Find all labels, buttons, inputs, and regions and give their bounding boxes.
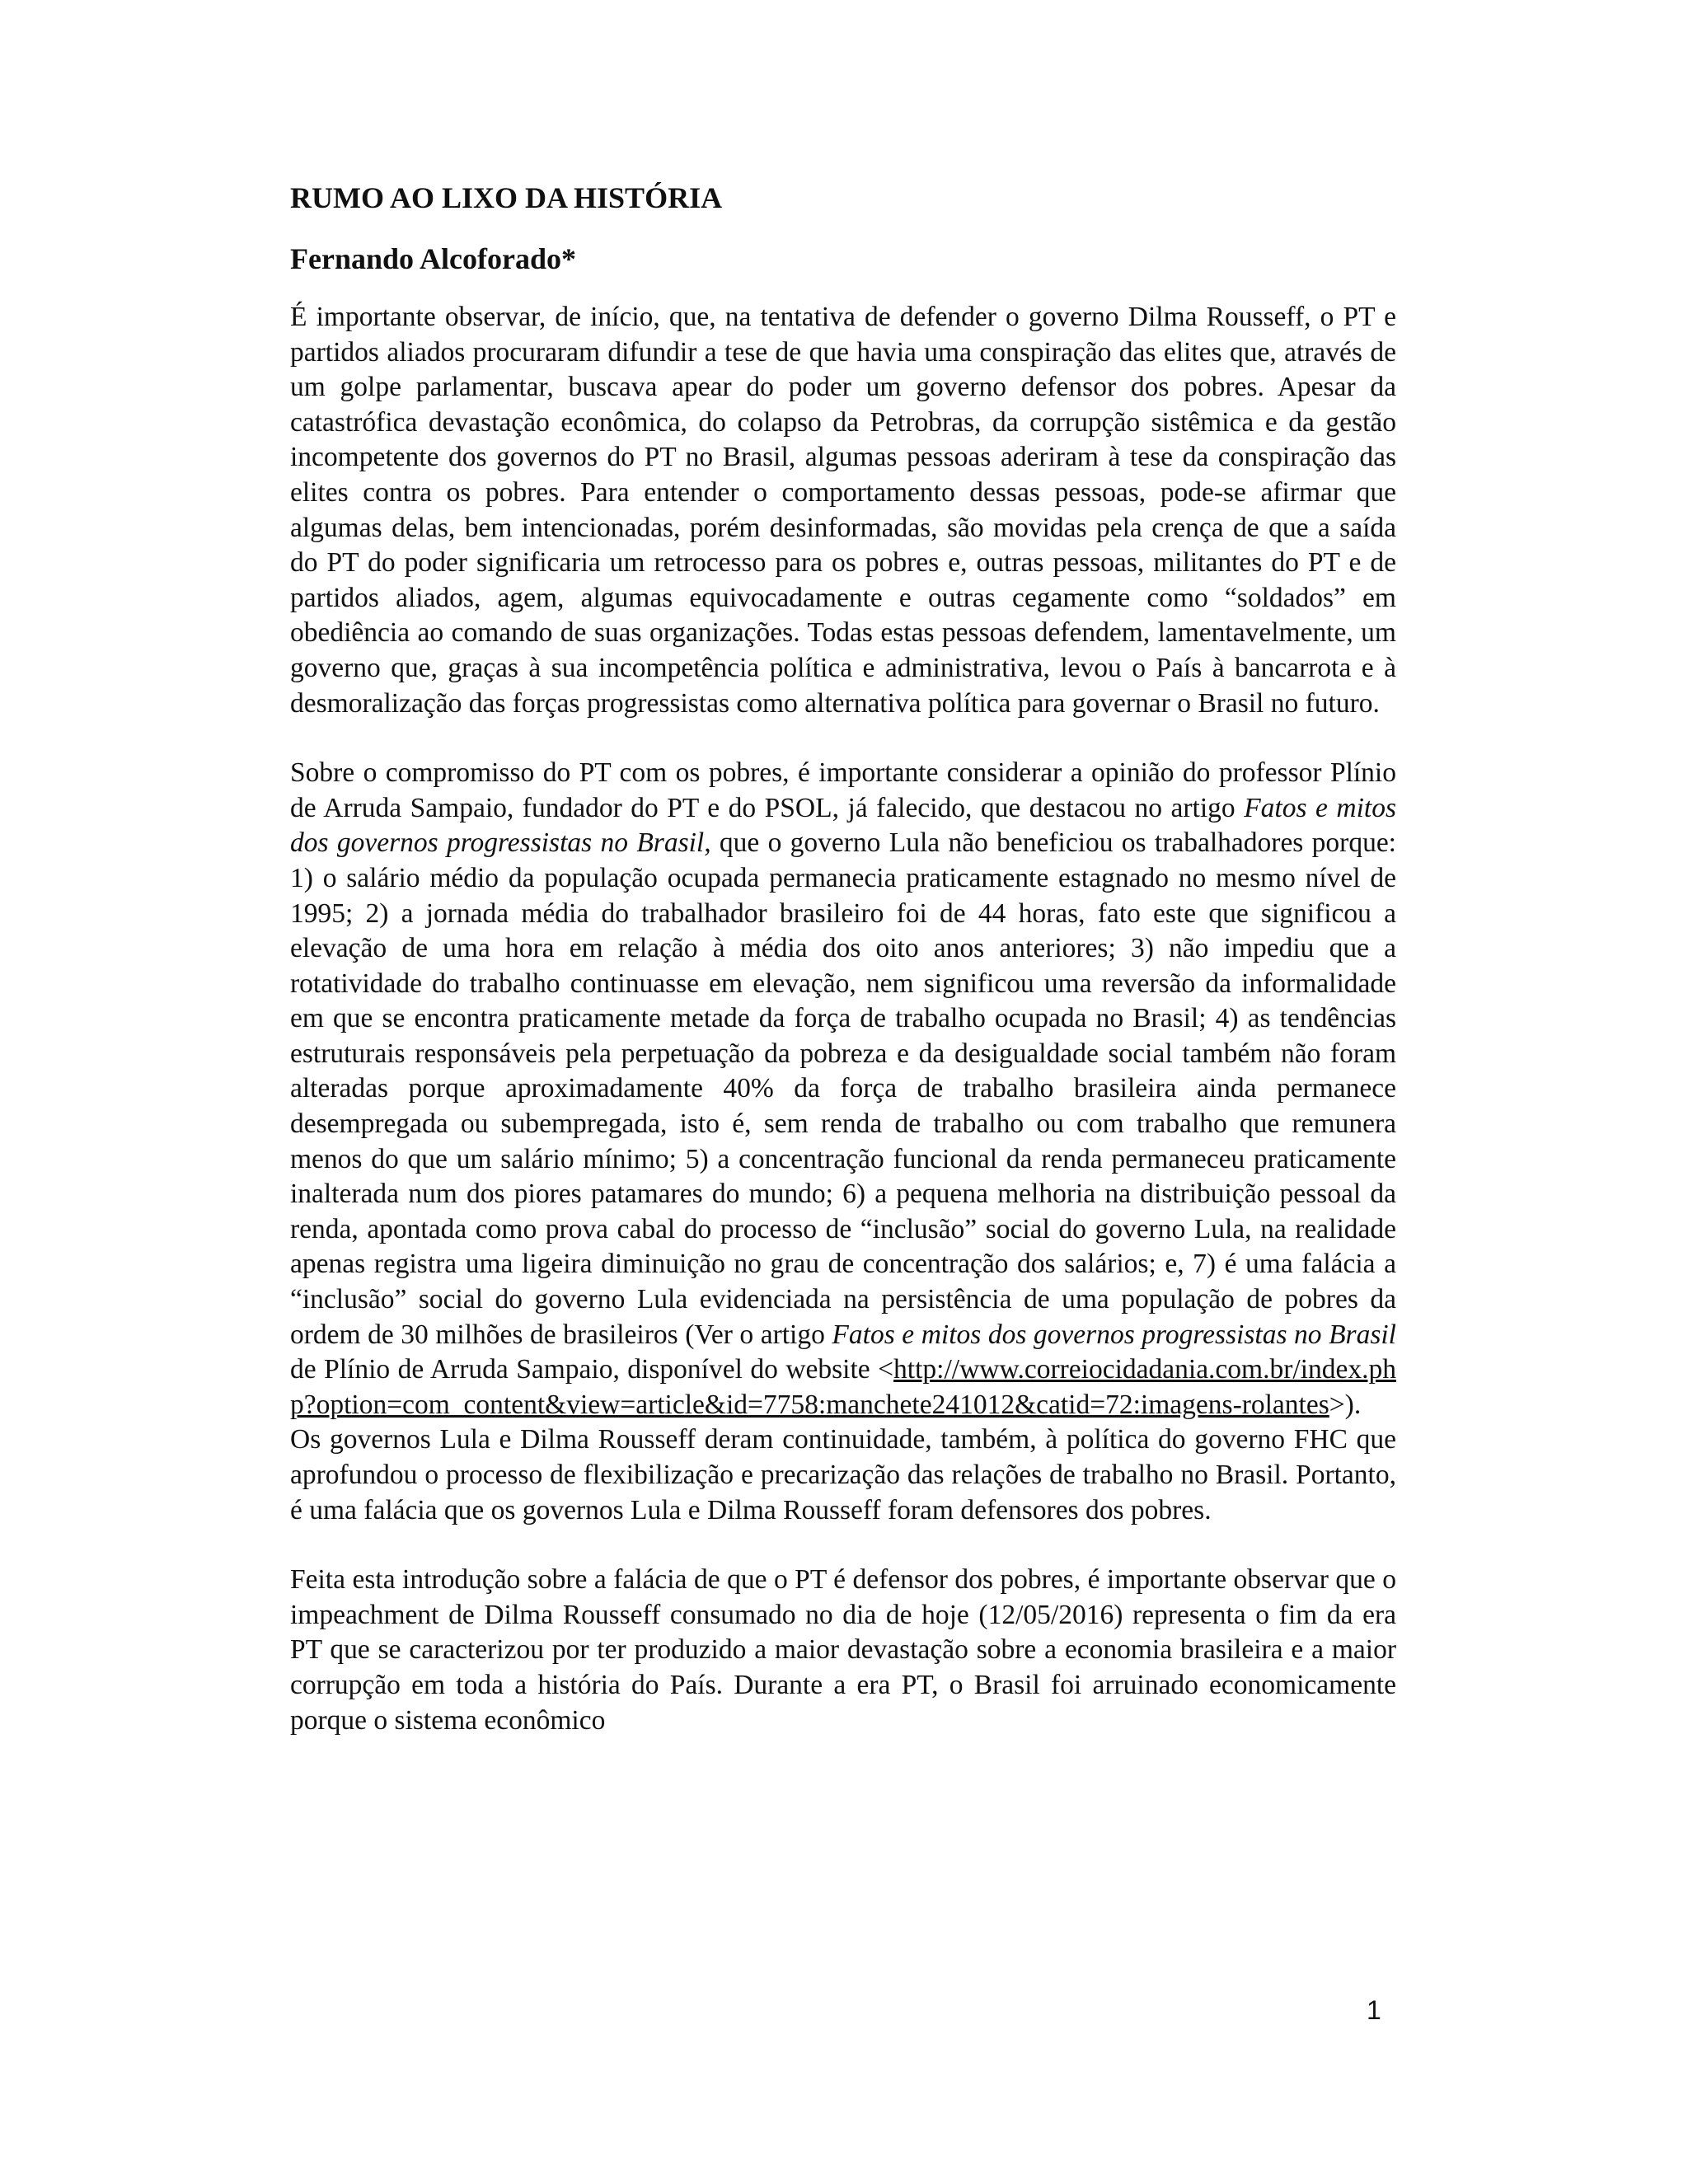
article-title-italic-1: Fatos e mitos dos governos progressistas no Brasil, [290, 792, 1396, 859]
paragraph-2-text-3: de Plínio de Arruda Sampaio, disponível do website < [290, 1354, 894, 1385]
paragraph-2 [290, 756, 1396, 1528]
document-title: RUMO AO LIXO DA HISTÓRIA [290, 181, 723, 214]
document-page [290, 180, 1396, 1773]
paragraph-3: Feita esta introdução sobre a falácia de que o PT é defensor dos pobres, é importante observar que o impeachment de Dilma Rousseff consumado no dia de hoje (12/05/2016) representa o fim da era PT que se caracterizou por ter produzido a maior devastação sobre a economia brasileira e a maior corrupção em toda a história do País. Durante a era PT, o Brasil foi arruinado economicamente porque o sistema econômico [290, 1564, 1396, 1736]
page-number: 1 [1367, 1995, 1381, 2025]
article-link[interactable]: http://www.correiocidadania.com.br/index.php?option=com_content&view=article&id=7758:manchete241012&catid=72:imagens-rolantes [290, 1354, 1396, 1420]
article-title-italic-2: Fatos e mitos dos governos progressistas no Brasil [832, 1319, 1396, 1350]
document-author: Fernando Alcoforado* [290, 242, 576, 275]
paragraph-2-text-1: Sobre o compromisso do PT com os pobres, é importante considerar a opinião do professor Plínio de Arruda Sampaio, fundador do PT e do PSOL, já falecido, que destacou no artigo [290, 757, 1396, 823]
paragraph-1: É importante observar, de início, que, na tentativa de defender o governo Dilma Rousseff, o PT e partidos aliados procuraram difundir a tese de que havia uma conspiração das elites que, através de um golpe parlamentar, buscava apear do poder um governo defensor dos pobres. Apesar da catastrófica devastação econômica, do colapso da Petrobras, da corrupção sistêmica e da gestão incompetente dos governos do PT no Brasil, algumas pessoas aderiram à tese da conspiração das elites contra os pobres. Para entender o comportamento dessas pessoas, pode-se afirmar que algumas delas, bem intencionadas, porém desinformadas, são movidas pela crença de que a saída do PT do poder significaria um retrocesso para os pobres e, outras pessoas, militantes do PT e de partidos aliados, agem, algumas equivocadamente e outras cegamente como “soldados” em obediência ao comando de suas organizações. Todas estas pessoas defendem, lamentavelmente, um governo que, graças à sua incompetência política e administrativa, levou o País à bancarrota e à desmoralização das forças progressistas como alternativa política para governar o Brasil no futuro. [290, 302, 1396, 719]
paragraph-2-text-2: que o governo Lula não beneficiou os trabalhadores porque: 1) o salário médio da população ocupada permanecia praticamente estagnado no mesmo nível de 1995; 2) a jornada média do trabalhador brasileiro foi de 44 horas, fato este que significou a elevação de uma hora em relação à média dos oito anos anteriores; 3) não impediu que a rotatividade do trabalho continuasse em elevação, nem significou uma reversão da informalidade em que se encontra praticamente metade da força de trabalho ocupada no Brasil; 4) as tendências estruturais responsáveis pela perpetuação da pobreza e da desigualdade social também não foram alteradas porque aproximadamente 40% da força de trabalho brasileira ainda permanece desempregada ou subempregada, isto é, sem renda de trabalho ou com trabalho que remunera menos do que um salário mínimo; 5) a concentração funcional da renda permaneceu praticamente inalterada num dos piores patamares do mundo; 6) a pequena melhoria na distribuição pessoal da renda, apontada como prova cabal do processo de “inclusão” social do governo Lula, na realidade apenas registra uma ligeira diminuição no grau de concentração dos salários; e, 7) é uma falácia a “inclusão” social do governo Lula evidenciada na persistência de uma população de pobres da ordem de 30 milhões de brasileiros (Ver o artigo [290, 827, 1396, 1350]
paragraph-2-text-4: >). Os governos Lula e Dilma Rousseff deram continuidade, também, à política do governo FHC que aprofundou o processo de flexibilização e precarização das relações de trabalho no Brasil. Portanto, é uma falácia que os governos Lula e Dilma Rousseff foram defensores dos pobres. [290, 1389, 1396, 1526]
